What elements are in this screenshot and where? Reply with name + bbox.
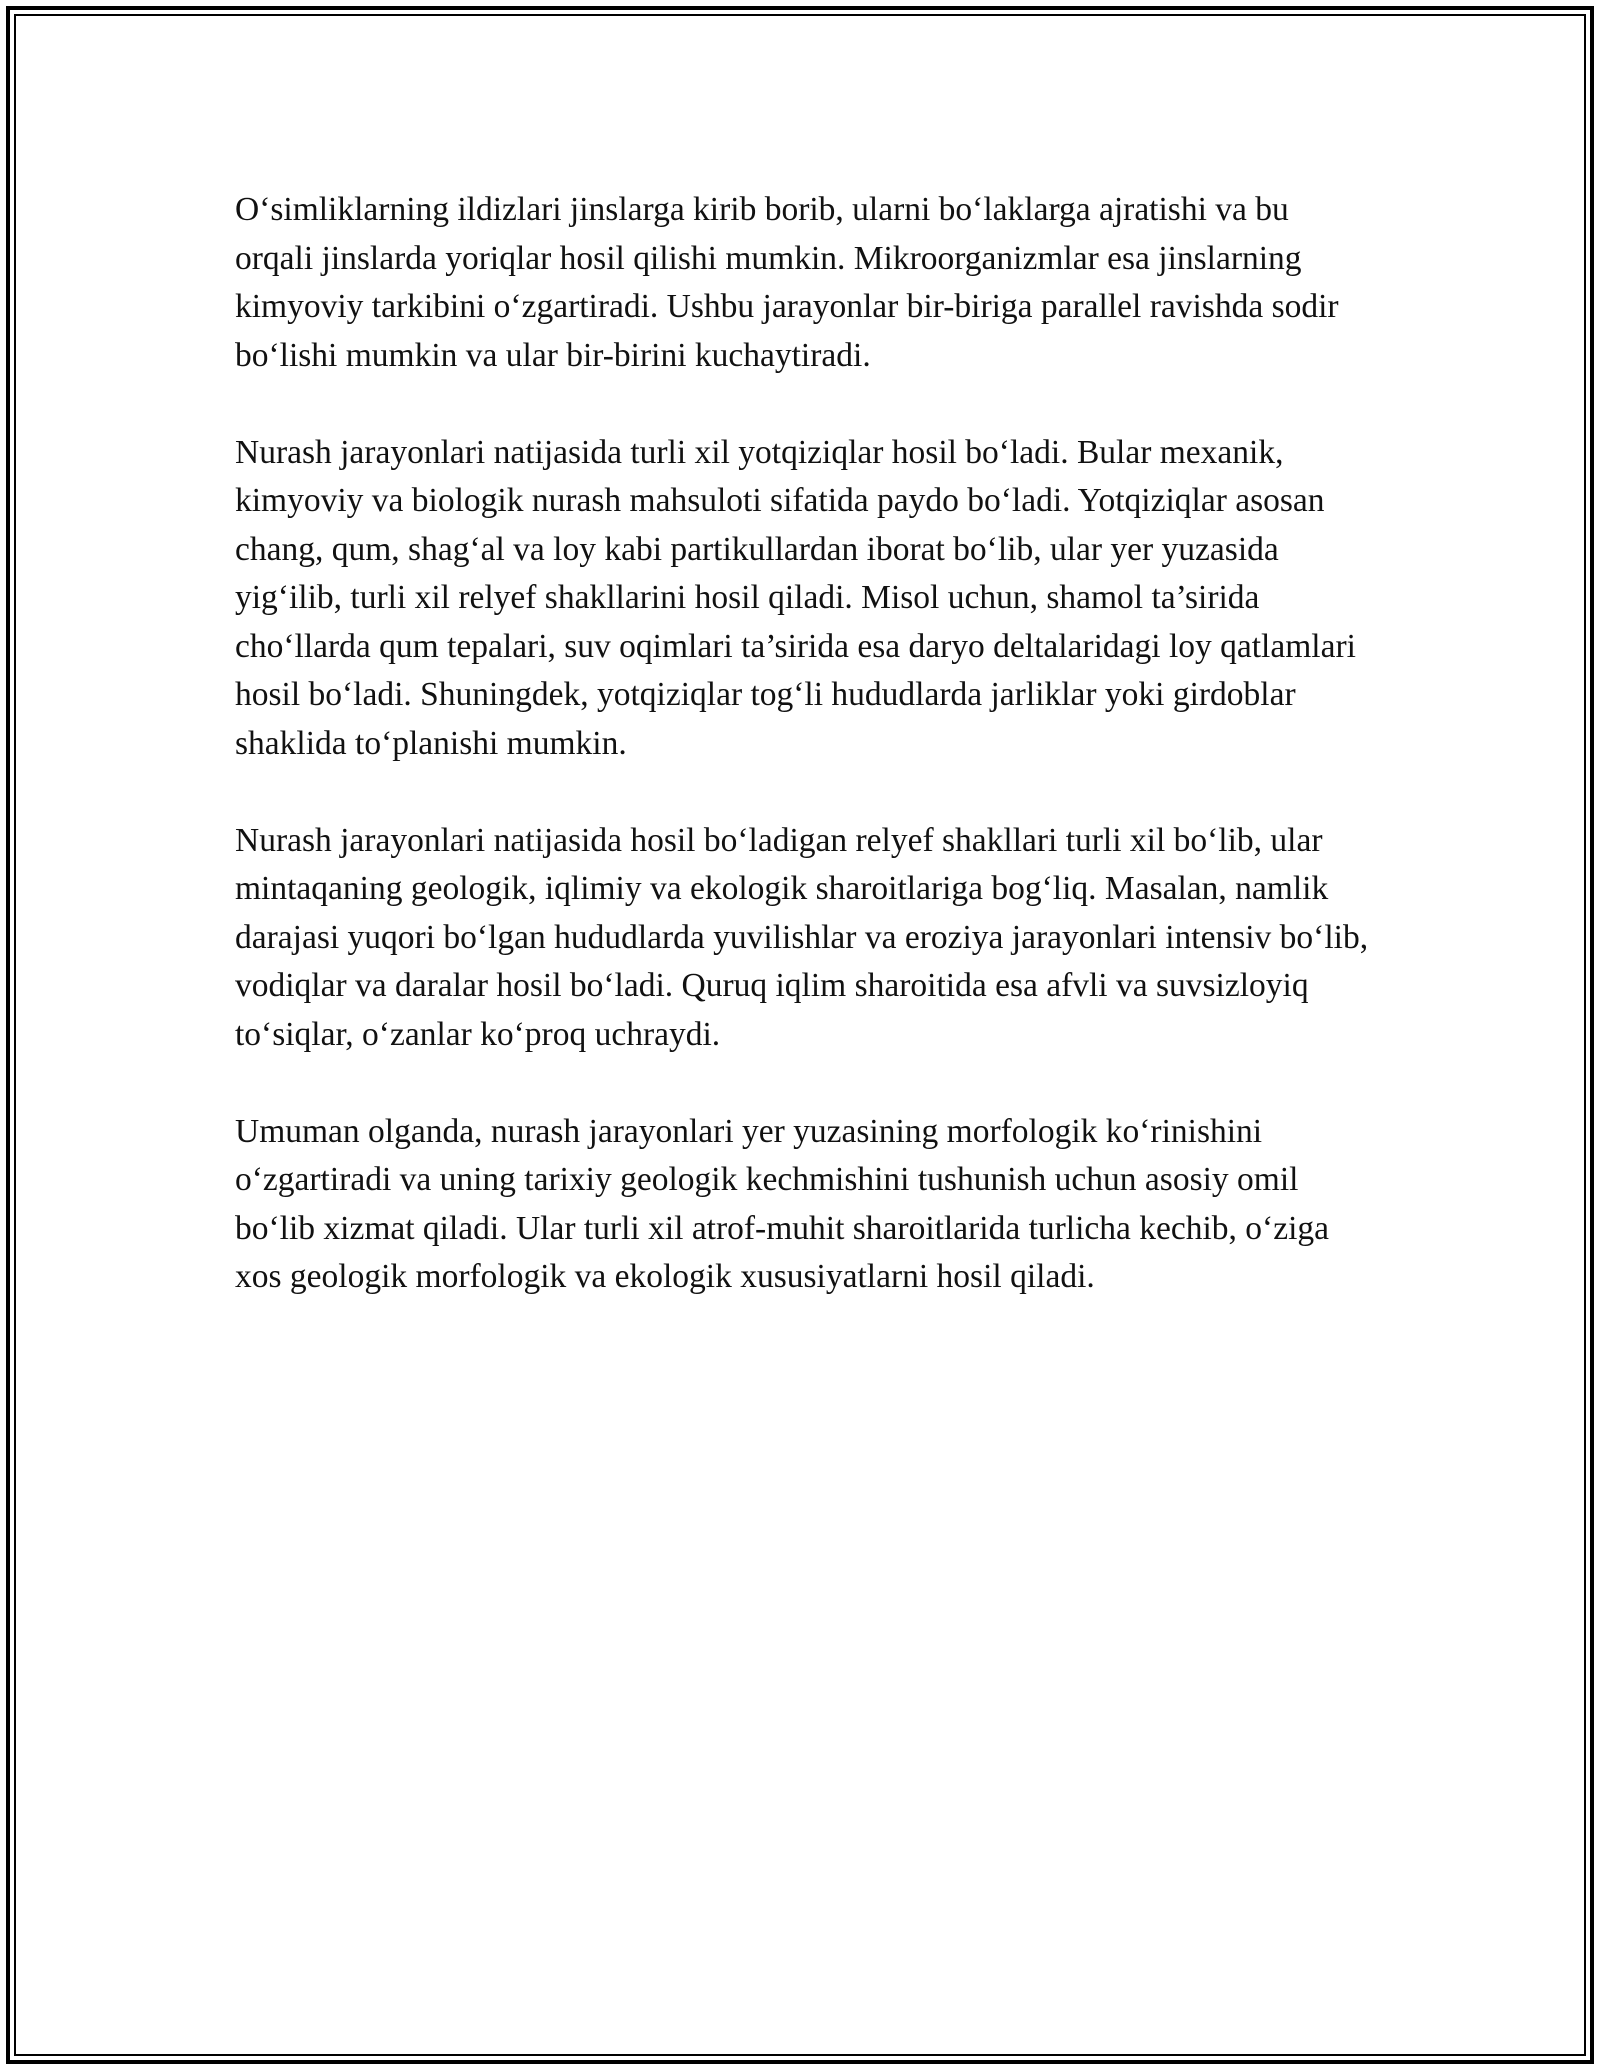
paragraph-conclusion: Umuman olganda, nurash jarayonlari yer yuzasining morfologik ko‘rinishini o‘zgartiradi va uning tarixiy geologik kechmishini tushunish uchun asosiy omil bo‘lib xizmat qiladi. Ular turli xil atrof-muhit sharoitlarida turlicha kechib, o‘ziga xos geologik morfologik va ekologik xususiyatlarni hosil qiladi. — [235, 1112, 1330, 1295]
paragraph-roots-microorganisms: O‘simliklarning ildizlari jinslarga kirib borib, ularni bo‘laklarga ajratishi va bu orqali jinslarda yoriqlar hosil qilishi mumkin. Mikroorganizmlar esa jinslarning kimyoviy tarkibini o‘zgartiradi. Ushbu jarayonlar bir-biriga parallel ravishda sodir bo‘lishi mumkin va ular bir-birini kuchaytiradi. — [235, 191, 1339, 374]
document-body — [235, 186, 1370, 1350]
paragraph-sediments: Nurash jarayonlari natijasida turli xil yotqiziqlar hosil bo‘ladi. Bular mexanik, kimyoviy va biologik nurash mahsuloti sifatida paydo bo‘ladi. Yotqiziqlar asosan chang, qum, shag‘al va loy kabi partikullardan iborat bo‘lib, ular yer yuzasida yig‘ilib, turli xil relyef shakllarini hosil qiladi. Misol uchun, shamol ta’sirida cho‘llarda qum tepalari, suv oqimlari ta’sirida esa daryo deltalaridagi loy qatlamlari hosil bo‘ladi. Shuningdek, yotqiziqlar tog‘li hududlarda jarliklar yoki girdoblar shaklida to‘planishi mumkin. — [235, 433, 1356, 762]
paragraph-relief-forms: Nurash jarayonlari natijasida hosil bo‘ladigan relyef shakllari turli xil bo‘lib, ular mintaqaning geologik, iqlimiy va ekologik sharoitlariga bog‘liq. Masalan, namlik darajasi yuqori bo‘lgan hududlarda yuvilishlar va eroziya jarayonlari intensiv bo‘lib, vodiqlar va daralar hosil bo‘ladi. Quruq iqlim sharoitida esa afvli va suvsizloyiq to‘siqlar, o‘zanlar ko‘proq uchraydi. — [235, 821, 1369, 1053]
